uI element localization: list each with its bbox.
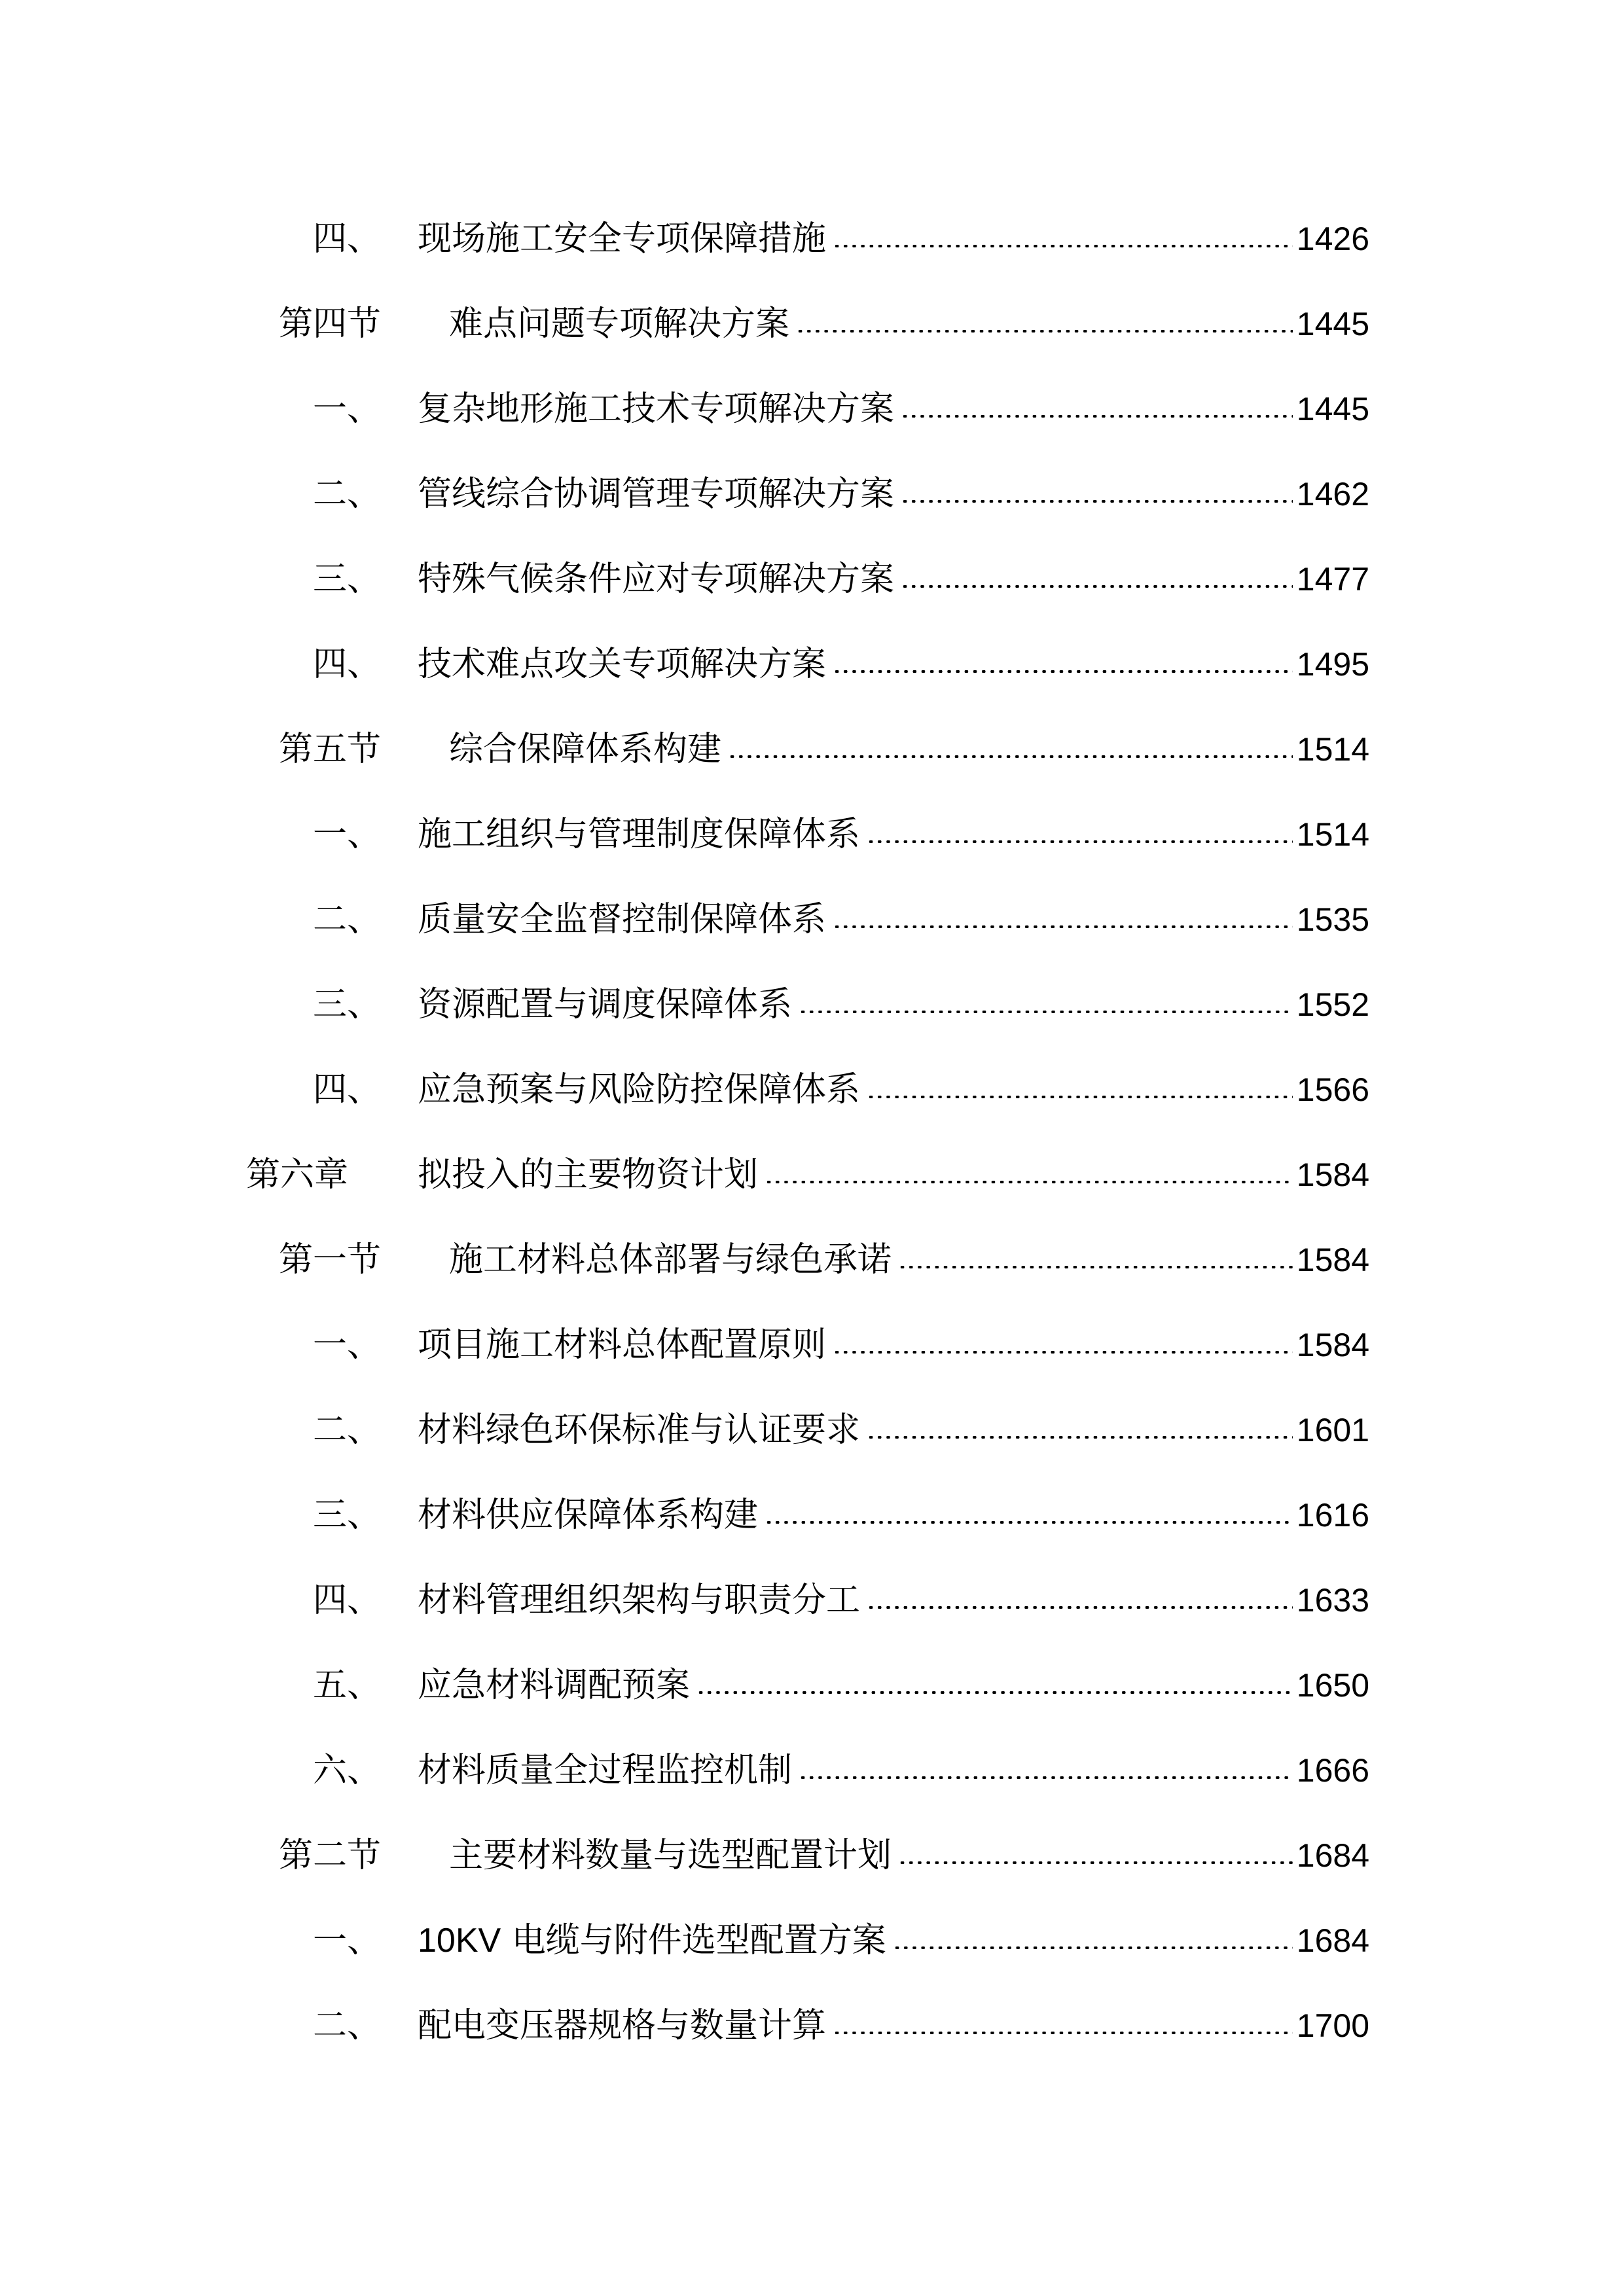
toc-entry-page: 1584 <box>1296 1327 1369 1363</box>
toc-entry[interactable] <box>313 890 1369 949</box>
toc-entry-title: 特殊气候条件应对专项解决方案 <box>418 560 895 599</box>
toc-entry[interactable] <box>246 1145 1369 1204</box>
toc-entry[interactable] <box>313 975 1369 1034</box>
toc-entry-page: 1584 <box>1296 1242 1369 1278</box>
toc-entry-title: 现场施工安全专项保障措施 <box>418 219 827 259</box>
dot-leader <box>867 1606 1293 1609</box>
toc-entry[interactable] <box>313 635 1369 694</box>
toc-entry[interactable] <box>313 465 1369 524</box>
toc-entry-page: 1650 <box>1296 1667 1369 1704</box>
toc-entry-title: 技术难点攻关专项解决方案 <box>418 645 827 684</box>
toc-entry-number: 第四节 <box>279 304 382 344</box>
dot-leader <box>765 1181 1293 1183</box>
toc-entry[interactable] <box>313 550 1369 609</box>
toc-entry-number: 四、 <box>313 1070 382 1109</box>
toc-entry-page: 1584 <box>1296 1157 1369 1193</box>
toc-entry[interactable] <box>313 380 1369 439</box>
toc-entry-page: 1601 <box>1296 1412 1369 1448</box>
dot-leader <box>898 1266 1293 1268</box>
toc-entry-page: 1616 <box>1296 1497 1369 1534</box>
dot-leader <box>867 1096 1293 1098</box>
toc-entry-page: 1477 <box>1296 561 1369 598</box>
toc-entry[interactable] <box>313 1911 1369 1970</box>
toc-entry-title: 材料供应保障体系构建 <box>418 1496 759 1535</box>
toc-entry-number: 第六章 <box>246 1155 349 1194</box>
toc-entry-title: 应急预案与风险防控保障体系 <box>418 1070 861 1109</box>
dot-leader <box>799 1011 1293 1013</box>
dot-leader <box>893 1946 1293 1949</box>
toc-entry-title: 施工组织与管理制度保障体系 <box>418 815 861 854</box>
toc-entry-page: 1666 <box>1296 1752 1369 1789</box>
toc-entry-number: 五、 <box>313 1666 382 1705</box>
toc-entry-number: 二、 <box>313 2006 382 2045</box>
toc-entry[interactable] <box>313 1996 1369 2055</box>
toc-entry-number: 第一节 <box>279 1240 382 1280</box>
dot-leader <box>833 1351 1293 1354</box>
toc-entry-page: 1445 <box>1296 306 1369 342</box>
toc-entry-title-latin: 10KV <box>418 1922 501 1960</box>
dot-leader <box>796 330 1293 332</box>
toc-entry-number: 二、 <box>313 900 382 939</box>
toc-entry[interactable] <box>313 1486 1369 1545</box>
toc-entry-title: 配电变压器规格与数量计算 <box>418 2006 827 2045</box>
toc-entry-page: 1514 <box>1296 816 1369 853</box>
toc-entry-title: 难点问题专项解决方案 <box>449 304 790 344</box>
dot-leader <box>833 670 1293 673</box>
toc-entry-title: 主要材料数量与选型配置计划 <box>449 1836 892 1875</box>
toc-entry[interactable] <box>313 1741 1369 1800</box>
toc-entry[interactable] <box>313 209 1369 268</box>
toc-entry-number: 四、 <box>313 219 382 259</box>
toc-entry-title <box>418 1911 886 1970</box>
toc-entry-page: 1566 <box>1296 1071 1369 1108</box>
toc-entry-title-text: 电缆与附件选型配置方案 <box>501 1921 886 1960</box>
dot-leader <box>833 2032 1293 2034</box>
toc-entry[interactable] <box>279 295 1369 353</box>
toc-entry-title: 材料绿色环保标准与认证要求 <box>418 1410 861 1450</box>
toc-entry-title: 项目施工材料总体配置原则 <box>418 1325 827 1365</box>
toc-entry-title: 管线综合协调管理专项解决方案 <box>418 475 895 514</box>
toc-entry-title: 综合保障体系构建 <box>449 730 722 769</box>
toc-entry-page: 1552 <box>1296 986 1369 1023</box>
toc-entry-page: 1700 <box>1296 2007 1369 2044</box>
toc-entry-title: 资源配置与调度保障体系 <box>418 985 793 1024</box>
toc-entry[interactable] <box>279 1230 1369 1289</box>
toc-entry-number: 三、 <box>313 985 382 1024</box>
toc-entry-page: 1514 <box>1296 731 1369 768</box>
toc-entry[interactable] <box>279 720 1369 779</box>
toc-entry[interactable] <box>313 1571 1369 1630</box>
toc-entry-page: 1633 <box>1296 1582 1369 1619</box>
dot-leader <box>799 1776 1293 1779</box>
toc-entry-number: 二、 <box>313 1410 382 1450</box>
toc-entry-number: 一、 <box>313 389 382 429</box>
toc-entry-title: 材料质量全过程监控机制 <box>418 1751 793 1790</box>
toc-entry-number: 二、 <box>313 475 382 514</box>
toc-entry[interactable] <box>313 1060 1369 1119</box>
dot-leader <box>833 245 1293 247</box>
toc-entry-title: 应急材料调配预案 <box>418 1666 691 1705</box>
dot-leader <box>833 925 1293 928</box>
toc-entry-page: 1445 <box>1296 391 1369 427</box>
toc-entry-title: 质量安全监督控制保障体系 <box>418 900 827 939</box>
toc-entry-number: 一、 <box>313 1325 382 1365</box>
dot-leader <box>765 1521 1293 1524</box>
dot-leader <box>696 1691 1293 1694</box>
dot-leader <box>898 1861 1293 1864</box>
dot-leader <box>901 500 1293 503</box>
toc-entry[interactable] <box>313 805 1369 864</box>
toc-entry-number: 第五节 <box>279 730 382 769</box>
toc-entry-page: 1535 <box>1296 901 1369 938</box>
toc-entry-number: 第二节 <box>279 1836 382 1875</box>
toc-entry-number: 六、 <box>313 1751 382 1790</box>
dot-leader <box>867 1436 1293 1439</box>
toc-entry-title: 材料管理组织架构与职责分工 <box>418 1581 861 1620</box>
toc-entry-number: 一、 <box>313 815 382 854</box>
toc-entry[interactable] <box>313 1316 1369 1374</box>
toc-entry-number: 一、 <box>313 1921 382 1960</box>
toc-entry-page: 1684 <box>1296 1922 1369 1959</box>
toc-entry[interactable] <box>279 1826 1369 1885</box>
toc-entry-page: 1495 <box>1296 646 1369 683</box>
toc-entry[interactable] <box>313 1401 1369 1460</box>
toc-entry-title: 施工材料总体部署与绿色承诺 <box>449 1240 892 1280</box>
toc-entry[interactable] <box>313 1656 1369 1715</box>
toc-entry-title: 拟投入的主要物资计划 <box>418 1155 759 1194</box>
toc-entry-page: 1426 <box>1296 221 1369 257</box>
dot-leader <box>901 585 1293 588</box>
toc-entry-page: 1684 <box>1296 1837 1369 1874</box>
toc-entry-title: 复杂地形施工技术专项解决方案 <box>418 389 895 429</box>
toc-entry-number: 三、 <box>313 560 382 599</box>
toc-entry-number: 四、 <box>313 645 382 684</box>
toc-entry-number: 四、 <box>313 1581 382 1620</box>
toc-entry-number: 三、 <box>313 1496 382 1535</box>
dot-leader <box>901 415 1293 418</box>
dot-leader <box>728 755 1293 758</box>
dot-leader <box>867 840 1293 843</box>
toc-entry-page: 1462 <box>1296 476 1369 512</box>
